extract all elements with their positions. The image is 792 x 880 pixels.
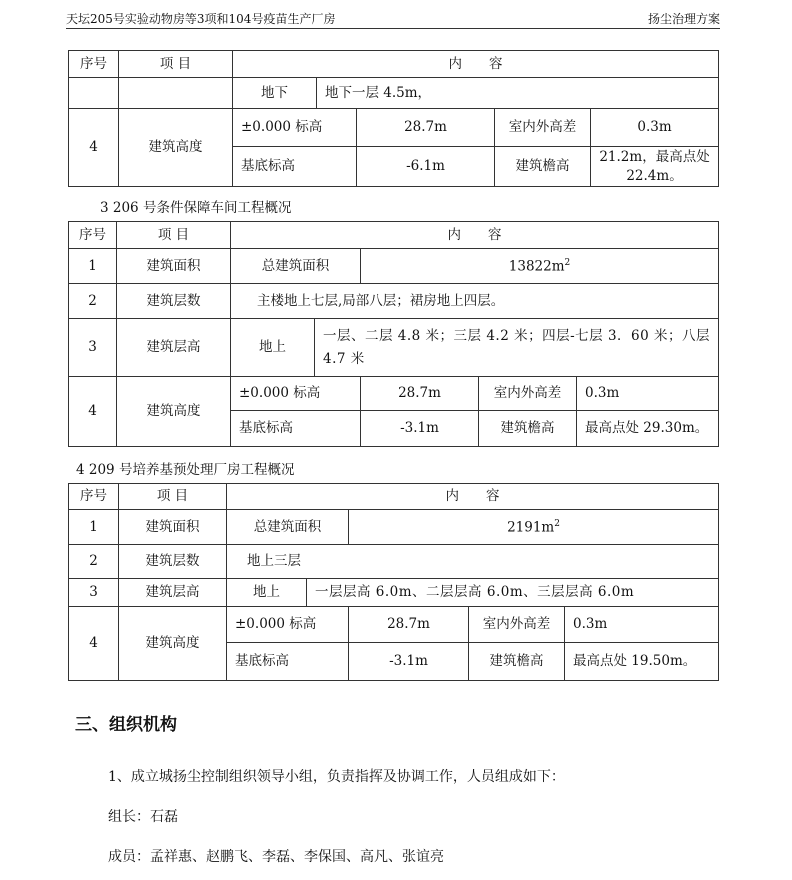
table-row — [69, 607, 719, 643]
cell-value: -3.1m — [349, 643, 469, 681]
paragraph-team-leader: 组长：石磊 — [108, 809, 178, 825]
col-header-content: 内 容 — [227, 484, 719, 510]
col-header-content: 内 容 — [231, 222, 719, 249]
cell-no: 4 — [69, 109, 119, 187]
cell-label: 基底标高 — [233, 147, 357, 187]
col-header-content: 内 容 — [233, 51, 719, 78]
cell-value: 最高点处 29.30m。 — [577, 411, 719, 447]
col-header-no: 序号 — [69, 484, 119, 510]
cell-label: 室内外高差 — [495, 109, 591, 147]
cell-value: 28.7m — [361, 377, 479, 411]
cell-label: 建筑檐高 — [469, 643, 565, 681]
cell-value: 主楼地上七层,局部八层；裙房地上四层。 — [231, 284, 719, 319]
cell-value: 一层、二层 4.8 米；三层 4.2 米；四层-七层 3．60 米；八层 4.7 米 — [315, 319, 719, 377]
cell-label: 总建筑面积 — [231, 249, 361, 284]
cell-ground-label: 地下 — [233, 78, 317, 109]
cell-label: 建筑檐高 — [495, 147, 591, 187]
cell-area-value: $2191m^2$ — [349, 510, 719, 545]
cell-item: 建筑高度 — [119, 109, 233, 187]
cell-label: 基底标高 — [231, 411, 361, 447]
table-205-overview — [68, 50, 719, 187]
table-row — [69, 284, 719, 319]
cell-value: 28.7m — [349, 607, 469, 643]
table-row — [69, 109, 719, 147]
table-row — [69, 545, 719, 579]
cell-value: -3.1m — [361, 411, 479, 447]
cell-area-value: $13822m^2$ — [361, 249, 719, 284]
table-header-row — [69, 484, 719, 510]
cell-label: ±0.000 标高 — [233, 109, 357, 147]
col-header-item: 项 目 — [117, 222, 231, 249]
table-206-overview — [68, 221, 719, 447]
cell-value: 0.3m — [577, 377, 719, 411]
cell-label: 室内外高差 — [479, 377, 577, 411]
cell-no: 1 — [69, 510, 119, 545]
table-row — [69, 319, 719, 377]
cell-item: 建筑层数 — [117, 284, 231, 319]
cell-no: 3 — [69, 319, 117, 377]
section-heading: 三、组织机构 — [75, 715, 177, 735]
cell-label: 地上 — [227, 579, 307, 607]
col-header-no: 序号 — [69, 51, 119, 78]
cell-no: 1 — [69, 249, 117, 284]
cell-value: 最高点处 19.50m。 — [565, 643, 719, 681]
table-row — [69, 510, 719, 545]
cell-value: 0.3m — [565, 607, 719, 643]
cell-value: -6.1m — [357, 147, 495, 187]
page-header — [66, 0, 720, 29]
cell-no: 2 — [69, 545, 119, 579]
paragraph-leadership-group: 1、成立城扬尘控制组织领导小组，负责指挥及协调工作，人员组成如下： — [108, 769, 565, 785]
table-209-overview — [68, 483, 719, 681]
cell-item: 建筑层数 — [119, 545, 227, 579]
cell-value: 0.3m — [591, 109, 719, 147]
cell-item: 建筑层高 — [119, 579, 227, 607]
cell-item: 建筑面积 — [117, 249, 231, 284]
paragraph-members: 成员：孟祥惠、赵鹏飞、李磊、李保国、高凡、张谊亮 — [108, 849, 444, 865]
cell-item: 建筑高度 — [119, 607, 227, 681]
header-document-title: 天坛205号实验动物房等3项和104号疫苗生产厂房 — [66, 12, 336, 26]
table-row — [69, 78, 719, 109]
table-header-row — [69, 51, 719, 78]
cell-label: ±0.000 标高 — [227, 607, 349, 643]
col-header-no: 序号 — [69, 222, 117, 249]
cell-value: 一层层高 6.0m、二层层高 6.0m、三层层高 6.0m — [307, 579, 719, 607]
cell-label: ±0.000 标高 — [231, 377, 361, 411]
cell-item: 建筑高度 — [117, 377, 231, 447]
cell-no: 4 — [69, 377, 117, 447]
cell-ground-value: 地下一层 4.5m， — [317, 78, 719, 109]
cell-label: 地上 — [231, 319, 315, 377]
table-row — [69, 377, 719, 411]
cell-label: 基底标高 — [227, 643, 349, 681]
cell-value: 地上三层 — [227, 545, 719, 579]
cell-item: 建筑面积 — [119, 510, 227, 545]
cell-label: 建筑檐高 — [479, 411, 577, 447]
cell-value: 21.2m，最高点处 22.4m。 — [591, 147, 719, 187]
cell-label: 室内外高差 — [469, 607, 565, 643]
cell-value: 28.7m — [357, 109, 495, 147]
table-header-row — [69, 222, 719, 249]
table-caption-209: 4 209 号培养基预处理厂房工程概况 — [76, 462, 295, 478]
cell-no: 2 — [69, 284, 117, 319]
col-header-item: 项 目 — [119, 51, 233, 78]
col-header-item: 项 目 — [119, 484, 227, 510]
cell-no: 4 — [69, 607, 119, 681]
cell-no: 3 — [69, 579, 119, 607]
table-row — [69, 579, 719, 607]
header-section-title: 扬尘治理方案 — [647, 12, 720, 26]
table-caption-206: 3 206 号条件保障车间工程概况 — [100, 200, 292, 216]
table-row — [69, 249, 719, 284]
cell-item: 建筑层高 — [117, 319, 231, 377]
cell-label: 总建筑面积 — [227, 510, 349, 545]
